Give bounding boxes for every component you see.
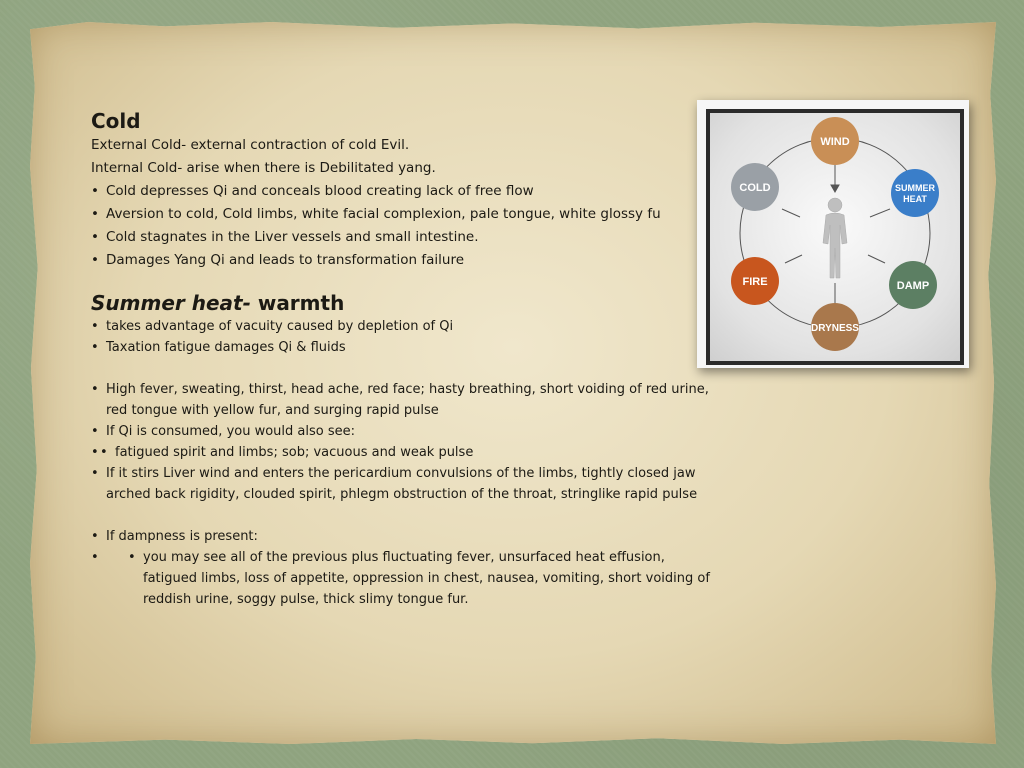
dampness-sub-bullet [91,547,711,610]
six-evils-diagram [710,113,960,361]
cold-line-internal: Internal Cold- arise when there is Debilitated yang. [91,160,436,176]
summer-heat-bullet: • If Qi is consumed, you would also see: [91,421,711,442]
wind-label: WIND [820,136,850,148]
summer-heat-bullet: • Taxation fatigue damages Qi & fluids [91,337,731,358]
cold-bullet-list [91,180,731,272]
cold-bullet: • Damages Yang Qi and leads to transformation failure [91,249,731,272]
summer-heat-label-1: SUMMER [895,183,935,193]
dryness-label: DRYNESS [811,323,859,334]
human-figure-icon [823,198,847,278]
dampness-bullet: • If dampness is present: [91,526,711,547]
summer-heat-bullet: • High fever, sweating, thirst, head ache, red face; hasty breathing, short voiding of red urine, red tongue with yellow fur, and surging rapid pulse [91,379,711,421]
diagram-frame [706,109,964,365]
summer-heat-heading-italic: Summer heat- [91,291,251,315]
summer-heat-heading [91,290,731,316]
cold-heading: Cold [91,109,141,133]
dampness-list [91,526,711,610]
arrow-icon [868,255,885,263]
dryness-disc [811,303,859,351]
dampness-sub-text: • • you may see all of the previous plus fluctuating fever, unsurfaced heat effusion, fatigued limbs, loss of appetite, oppression in chest, nausea, vomiting, short voiding of reddish urine, soggy pulse, thick slimy tongue fur. [128,547,711,610]
cold-bullet: • Cold stagnates in the Liver vessels and small intestine. [91,226,731,249]
slide-content [91,108,731,610]
fire-label: FIRE [742,276,768,288]
cold-line-external: External Cold- external contraction of cold Evil. [91,137,410,153]
arrow-icon [782,209,800,217]
fire-disc [731,257,779,305]
cold-bullet: • Aversion to cold, Cold limbs, white facial complexion, pale tongue, white glossy fu [91,203,731,226]
damp-label: DAMP [896,280,930,292]
summer-heat-heading-rest: warmth [250,291,345,315]
summer-heat-label-2: HEAT [903,194,927,204]
summer-heat-sub-bullet [91,442,711,463]
summer-heat-disc [891,169,939,217]
damp-disc [889,261,937,309]
summer-heat-bullet: • If it stirs Liver wind and enters the pericardium convulsions of the limbs, tightly closed jaw arched back rigidity, clouded spirit, phlegm obstruction of the throat, stringlike rapid pulse [91,463,711,505]
summer-heat-icon [891,169,939,217]
cold-disc [731,163,779,211]
cold-label: COLD [739,182,771,194]
summer-heat-bullet: • takes advantage of vacuity caused by depletion of Qi [91,316,731,337]
arrow-icon [785,255,802,263]
cold-bullet: • Cold depresses Qi and conceals blood creating lack of free flow [91,180,731,203]
six-evils-diagram-photo [697,100,969,368]
summer-heat-list-b [91,379,711,505]
wind-disc [811,117,859,165]
summer-heat-sub-text: • • fatigued spirit and limbs; sob; vacuous and weak pulse [100,442,711,463]
arrow-icon [831,185,839,192]
summer-heat-list-a [91,316,731,358]
arrow-icon [870,209,890,217]
